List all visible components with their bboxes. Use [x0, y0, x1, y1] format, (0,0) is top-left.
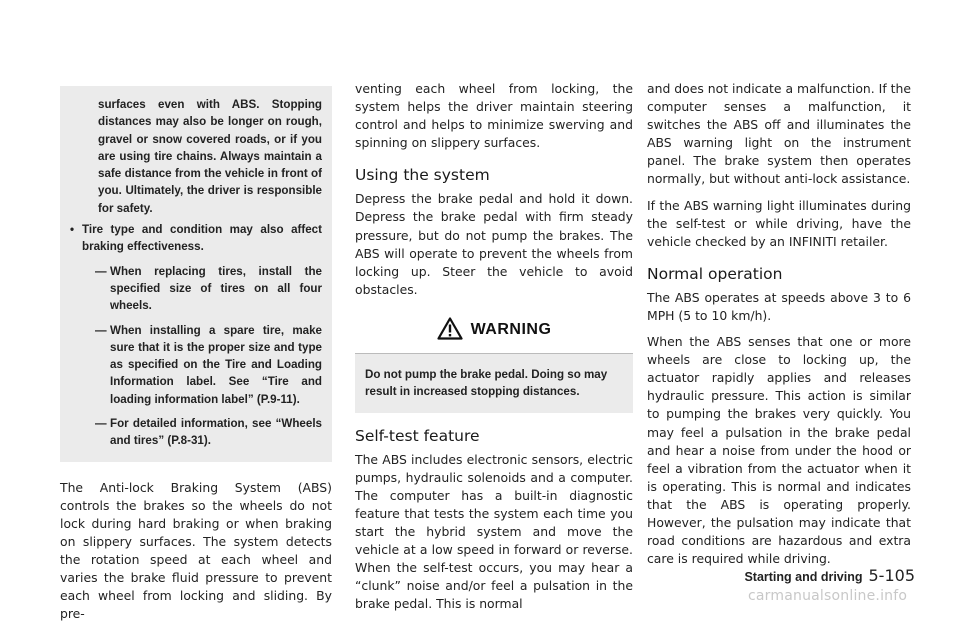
warning-bullet: [70, 221, 322, 256]
warning-text: Do not pump the brake pedal. Doing so may result in increased stopping distances.: [365, 367, 608, 399]
abs-intro-paragraph: The Anti-lock Braking System (ABS) controls the brakes so the wheels do not lock during hard braking or when braking on slippery surfaces. The system detects the rotation speed at each wheel and varies the brake fluid pressure to prevent each wheel from locking and sliding. By pre-: [60, 479, 332, 622]
page-number: 5-105: [868, 566, 915, 585]
normal-operation-speed: The ABS operates at speeds above 3 to 6 MPH (5 to 10 km/h).: [647, 289, 911, 323]
dash-marker: —: [95, 417, 107, 431]
warning-subitem: [70, 415, 322, 450]
bullet-marker: •: [70, 223, 75, 237]
normal-operation-paragraph: When the ABS senses that one or more wheels are close to locking up, the actuator rapidly applies and releases hydraulic pressure. This action is similar to pumping the brakes very quickly. You may feel a pulsation in the brake pedal and hear a noise from under the hood or feel a vibration from the actuator when it is operating. This is normal and indicates that the ABS is operating properly. However, the pulsation may indicate that road conditions are hazardous and extra care is required while driving.: [647, 334, 911, 567]
warning-subitem: [70, 322, 322, 408]
column-middle: [355, 80, 633, 621]
self-test-paragraph: The ABS includes electronic sensors, electric pumps, hydraulic solenoids and a computer. The computer has a built-in diagnostic feature that tests the system each time you start the hybrid system and move the vehicle at a low speed in forward or reverse. When the self-test occurs, you may hear a “clunk” noise and/or feel a pulsation in the brake pedal. This is normal: [355, 451, 633, 612]
warning-body: [355, 354, 633, 413]
heading-using-the-system: Using the system: [355, 166, 490, 185]
warning-label: WARNING: [470, 321, 552, 339]
page-footer: [700, 566, 915, 585]
footer-section-title: Starting and driving: [744, 570, 863, 584]
dash-marker: —: [95, 264, 107, 278]
warning-continuation: surfaces even with ABS. Stopping distances may also be longer on rough, gravel or snow covered roads, or if you are using tire chains. Always maintain a safe distance from the vehicle in front of you. Ultimately, the driver is responsible for safety.: [98, 98, 322, 215]
warning-box-continued: [60, 86, 332, 462]
watermark: carmanualsonline.info: [748, 588, 908, 604]
column-left: [60, 0, 332, 631]
warning-bullet-text: Tire type and condition may also affect braking effectiveness.: [82, 223, 322, 254]
heading-normal-operation: Normal operation: [647, 264, 783, 283]
heading-self-test-feature: Self-test feature: [355, 426, 480, 445]
malfunction-paragraph: and does not indicate a malfunction. If the computer senses a malfunction, it switches the ABS off and illuminates the ABS warning light on the instrument panel. The brake system then operates normally, but without anti-lock assistance.: [647, 81, 911, 187]
column-right: [647, 80, 911, 576]
warning-triangle-icon: [437, 317, 463, 344]
warning-subitem-text: For detailed information, see “Wheels and tires” (P.8-31).: [110, 417, 322, 448]
abs-intro-continued: venting each wheel from locking, the system helps the driver maintain steering control and helps to minimize swerving and spinning on slippery surfaces.: [355, 81, 633, 151]
dash-marker: —: [95, 323, 107, 337]
warning-subitem-text: When installing a spare tire, make sure that it is the proper size and type as specified on the Tire and Loading Information label. See “Tire and loading information label” (P.9-11).: [110, 323, 322, 406]
warning-header: [355, 317, 633, 354]
warning-light-paragraph: If the ABS warning light illuminates during the self-test or while driving, have the vehicle checked by an INFINITI retailer.: [647, 197, 911, 249]
warning-subitem: [70, 263, 322, 315]
warning-callout: [355, 317, 633, 413]
using-system-paragraph: Depress the brake pedal and hold it down. Depress the brake pedal with firm steady pressure, but do not pump the brakes. The ABS will operate to prevent the wheels from locking up. Steer the vehicle to avoid obstacles.: [355, 191, 633, 297]
warning-subitem-text: When replacing tires, install the specified size of tires on all four wheels.: [110, 264, 322, 313]
